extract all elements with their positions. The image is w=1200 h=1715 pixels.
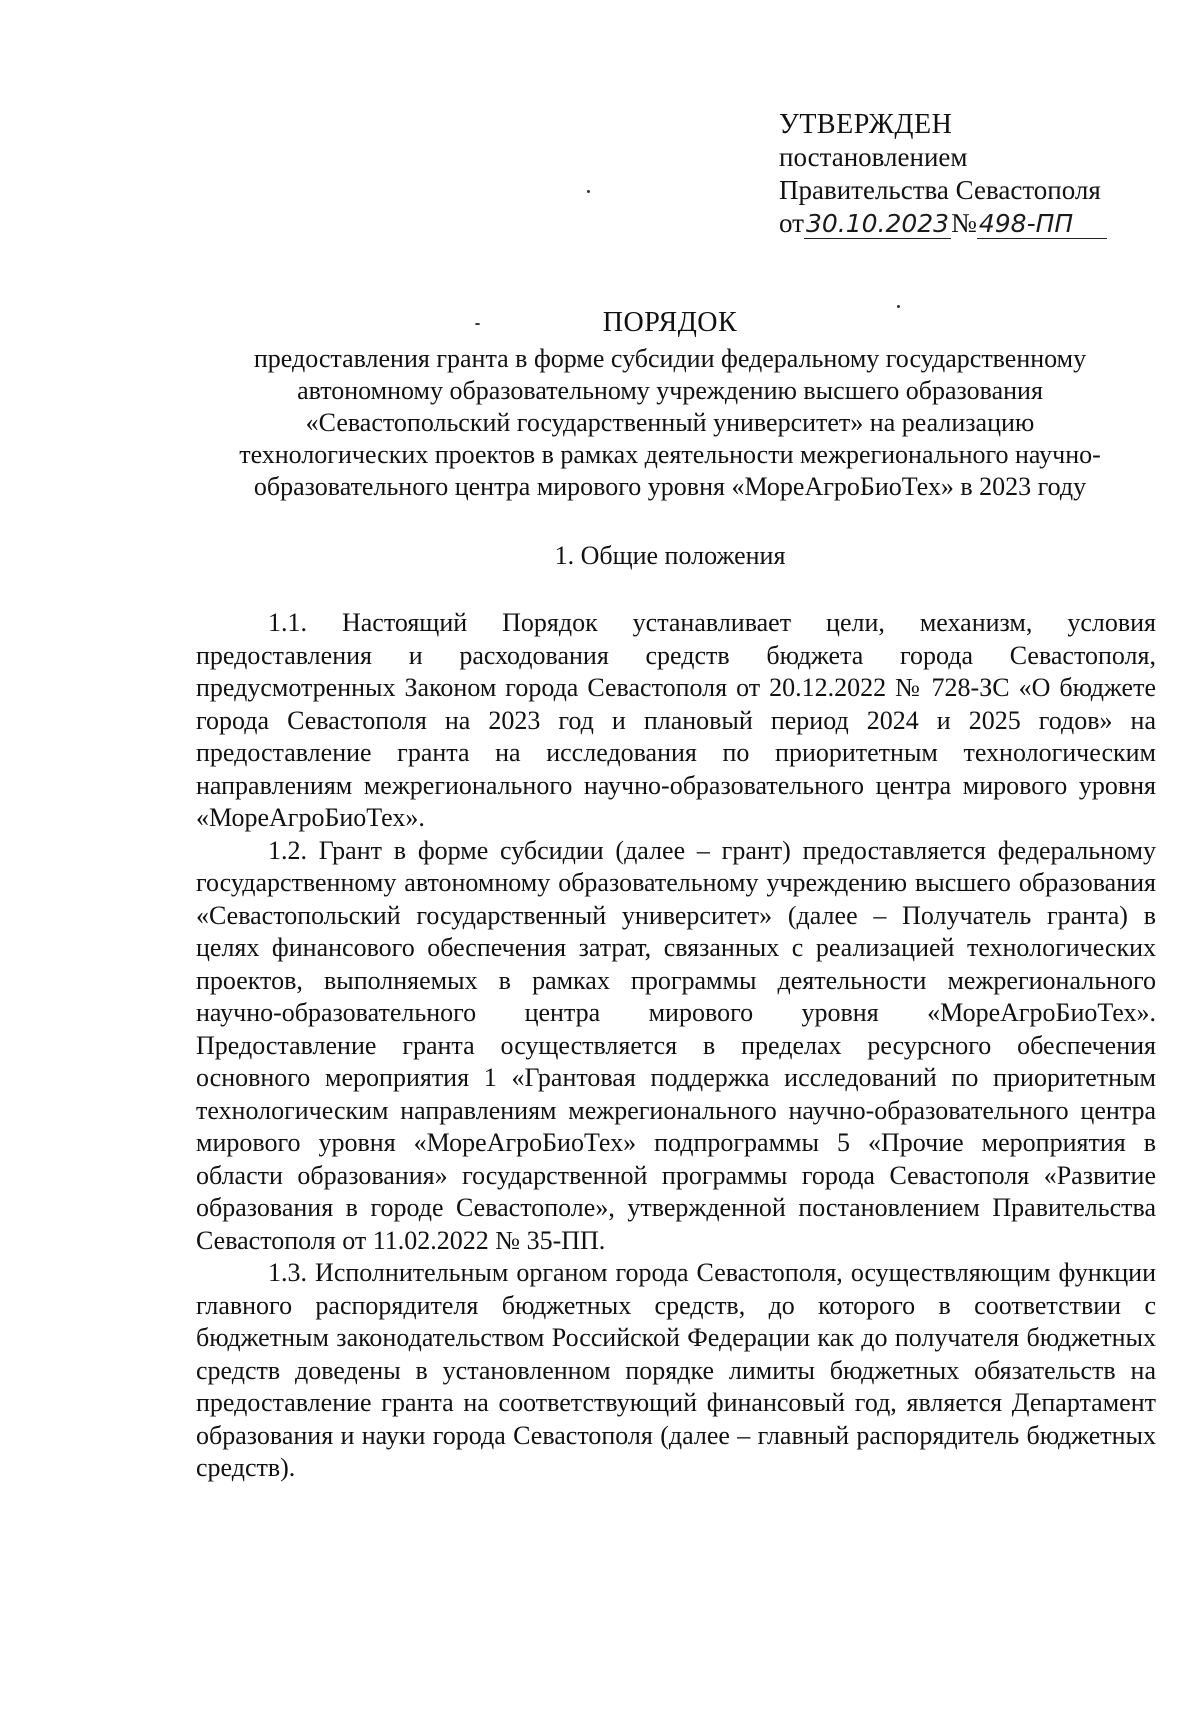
paragraph-1-2: 1.2. Грант в форме субсидии (далее – грант) предоставляется федеральному государственному автономному образовательному учреждению высшего образования «Севастопольский государственный университет» (далее – Получатель гранта) в целях финансового обеспечения затрат, связанных с реализацией технологических проектов, выполняемых в рамках программы деятельности межрегионального научно-образовательного центра мирового уровня «МореАгроБиоТех». Предоставление гранта осуществляется в пределах ресурсного обеспечения основного мероприятия 1 «Грантовая поддержка исследований по приоритетным технологическим направлениям межрегионального научно-образовательного центра мирового уровня «МореАгроБиоТех» подпрограммы 5 «Прочие мероприятия в области образования» государственной программы города Севастополя «Развитие образования в городе Севастополе», утвержденной постановлением Правительства Севастополя от 11.02.2022 № 35-ПП. xyxy=(196,835,1156,1255)
number-prefix: № xyxy=(951,208,977,238)
paragraph-1-3: 1.3. Исполнительным органом города Севастополя, осуществляющим функции главного распорядителя бюджетных средств, до которого в соответствии с бюджетным законодательством Российской Федерации как до получателя бюджетных средств доведены в установленном порядке лимиты бюджетных обязательств на предоставление гранта на соответствующий финансовый год, является Департамент образования и науки города Севастополя (далее – главный распорядитель бюджетных средств). xyxy=(196,1258,1156,1482)
subtitle-line: автономному образовательному учреждению высшего образования xyxy=(297,376,1043,405)
approval-date-number xyxy=(779,207,1179,240)
handwritten-number: 498-ПП xyxy=(977,210,1107,239)
scan-speck xyxy=(587,190,590,193)
document-body xyxy=(196,607,1156,1485)
subtitle-line: «Севастопольский государственный университет» на реализацию xyxy=(305,408,1035,437)
approval-line-government: Правительства Севастополя xyxy=(779,175,1101,205)
document-subtitle xyxy=(200,343,1140,503)
section-heading: 1. Общие положения xyxy=(554,541,786,570)
handwritten-date: 30.10.2023 xyxy=(805,209,950,238)
subtitle-line: образовательного центра мирового уровня «МореАгроБиоТех» в 2023 году xyxy=(253,472,1087,501)
subtitle-line: предоставления гранта в форме субсидии федеральному государственному xyxy=(253,344,1087,373)
approval-line-decree: постановлением xyxy=(779,142,968,172)
date-prefix: от xyxy=(779,208,804,238)
approval-stamp-block xyxy=(779,108,1179,240)
paragraph-1-1: 1.1. Настоящий Порядок устанавливает цели, механизм, условия предоставления и расходования средств бюджета города Севастополя, предусмотренных Законом города Севастополя от 20.12.2022 № 728-ЗС «О бюджете города Севастополя на 2023 год и плановый период 2024 и 2025 годов» на предоставление гранта на исследования по приоритетным технологическим направлениям межрегионального научно-образовательного центра мирового уровня «МореАгроБиоТех». xyxy=(196,608,1156,832)
subtitle-line: технологических проектов в рамках деятельности межрегионального научно- xyxy=(239,440,1101,469)
document-title: ПОРЯДОК xyxy=(602,307,738,338)
approval-heading: УТВЕРЖДЕН xyxy=(779,109,953,140)
